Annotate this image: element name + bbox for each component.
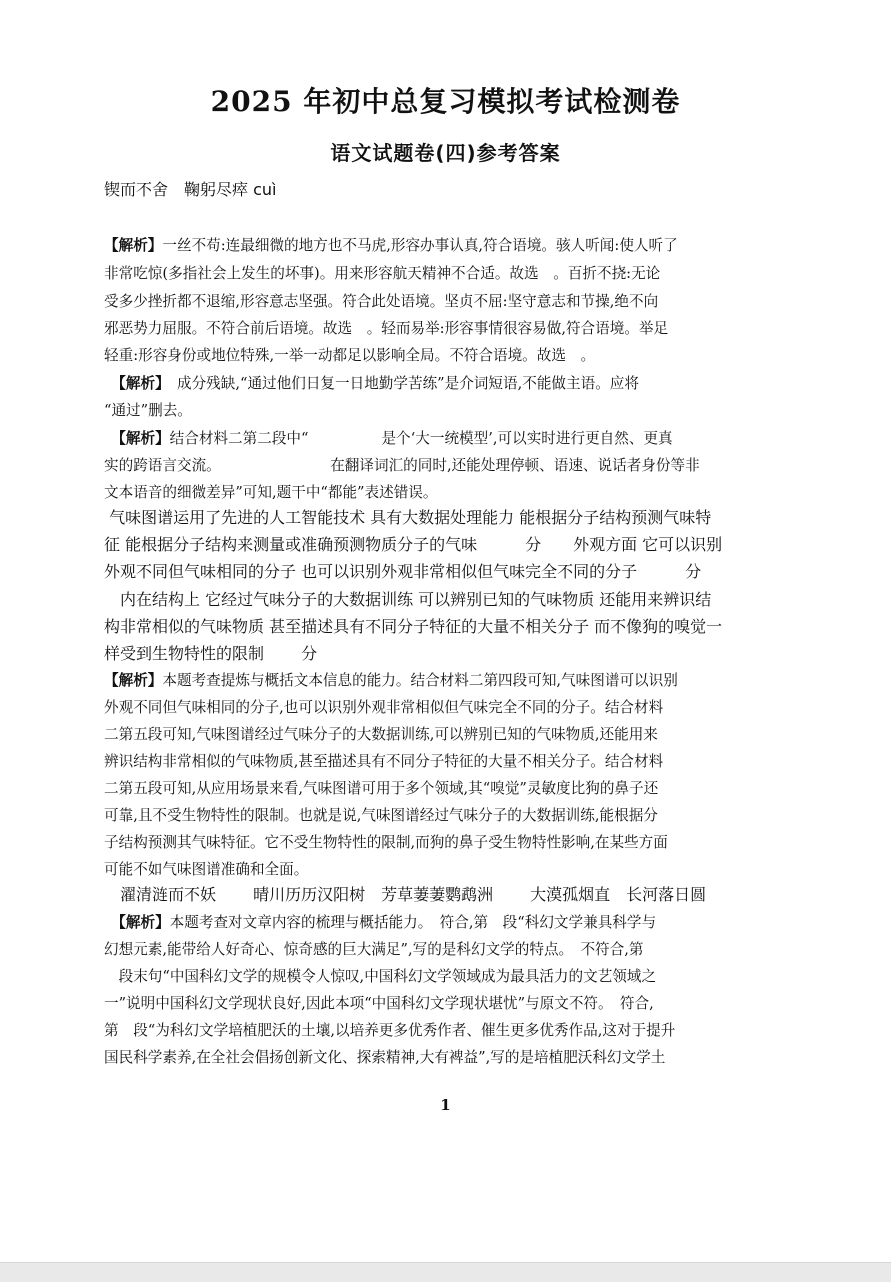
text-line-j1-l4 bbox=[104, 319, 668, 339]
text-line-a1-l5 bbox=[104, 617, 722, 637]
text-line-j2-l1 bbox=[104, 374, 639, 394]
text-line-j4-l4 bbox=[104, 752, 663, 772]
analysis-label: 【解析】 bbox=[104, 672, 163, 689]
text-line-j1-l3 bbox=[104, 292, 658, 312]
text-line-j5-l5 bbox=[104, 1021, 675, 1041]
line-text: 锲而不舍 鞠躬尽瘁 cuì bbox=[104, 180, 277, 199]
line-text: 辨识结构非常相似的气味物质,甚至描述具有不同分子特征的大量不相关分子。结合材料 bbox=[104, 753, 664, 770]
text-line-j3-l1 bbox=[104, 429, 673, 449]
line-text: 构非常相似的气味物质 甚至描述具有不同分子特征的大量不相关分子 而不像狗的嗅觉一 bbox=[104, 617, 723, 636]
text-line-j3-l2 bbox=[104, 456, 700, 476]
line-text: 国民科学素养,在全社会倡扬创新文化、探索精神,大有裨益”,写的是培植肥沃科幻文学土 bbox=[104, 1049, 666, 1066]
text-line-j2-l2 bbox=[104, 401, 192, 421]
text-line-a1-l1 bbox=[104, 508, 711, 528]
line-text: 第 段“为科幻文学培植肥沃的土壤,以培养更多优秀作者、催生更多优秀作品,这对于提升 bbox=[104, 1022, 676, 1039]
line-text: 非常吃惊(多指社会上发生的坏事)。用来形容航天精神不合适。故选 。百折不挠:无论 bbox=[104, 265, 661, 282]
text-line-a1-l6 bbox=[104, 644, 317, 664]
analysis-label: 【解析】 bbox=[104, 375, 163, 392]
text-line-j4-l7 bbox=[104, 833, 668, 853]
text-line-j4-l2 bbox=[104, 698, 663, 718]
line-text: 轻重:形容身份或地位特殊,一举一动都足以影响全局。不符合语境。故选 。 bbox=[104, 347, 596, 364]
page-title: 2025 年初中总复习模拟考试检测卷 bbox=[210, 85, 681, 118]
text-line-j5-l6 bbox=[104, 1048, 665, 1068]
text-line-a2-l1 bbox=[104, 885, 706, 905]
text-line-j4-l1 bbox=[104, 671, 678, 691]
text-line-j4-l3 bbox=[104, 725, 658, 745]
line-text: 子结构预测其气味特征。它不受生物特性的限制,而狗的鼻子受生物特性影响,在某些方面 bbox=[104, 834, 668, 851]
line-text: 结合材料二第二段中“ 是个‘大一统模型’,可以实时进行更自然、更真 bbox=[169, 430, 673, 447]
text-line-a1-l3 bbox=[104, 562, 701, 582]
page-number: 1 bbox=[440, 1096, 451, 1114]
line-text: “通过”删去。 bbox=[104, 402, 192, 419]
line-text: 气味图谱运用了先进的人工智能技术 具有大数据处理能力 能根据分子结构预测气味特 bbox=[104, 508, 712, 527]
text-line-j4-l6 bbox=[104, 806, 658, 826]
text-line-a1-l2 bbox=[104, 535, 722, 555]
line-text: 可能不如气味图谱准确和全面。 bbox=[104, 861, 309, 878]
text-line-q-words bbox=[104, 180, 276, 200]
line-text: 段末句“中国科幻文学的规模令人惊叹,中国科幻文学领域成为最具活力的文艺领域之 bbox=[104, 968, 657, 985]
line-text: 一丝不苟:连最细微的地方也不马虎,形容办事认真,符合语境。骇人听闻:使人听了 bbox=[162, 237, 678, 254]
analysis-label: 【解析】 bbox=[104, 914, 170, 931]
line-text: 一”说明中国科幻文学现状良好,因此本项“中国科幻文学现状堪忧”与原文不符。 符合, bbox=[104, 995, 654, 1012]
line-text: 文本语音的细微差异”可知,题干中“都能”表述错误。 bbox=[104, 484, 438, 501]
line-text: 濯清涟而不妖 晴川历历汉阳树 芳草萋萋鹦鹉洲 大漠孤烟直 长河落日圆 bbox=[104, 885, 707, 904]
text-line-j1-l2 bbox=[104, 264, 660, 284]
line-text: 实的跨语言交流。 在翻译词汇的同时,还能处理停顿、语速、说话者身份等非 bbox=[104, 457, 700, 474]
text-line-j4-l5 bbox=[104, 779, 658, 799]
text-line-j4-l8 bbox=[104, 860, 308, 880]
line-text: 本题考查对文章内容的梳理与概括能力。 符合,第 段“科幻文学兼具科学与 bbox=[169, 914, 657, 931]
text-line-j1-l5 bbox=[104, 346, 595, 366]
text-line-j5-l3 bbox=[104, 967, 656, 987]
line-text: 邪恶势力屈服。不符合前后语境。故选 。轻而易举:形容事情很容易做,符合语境。举足 bbox=[104, 320, 669, 337]
text-line-j5-l4 bbox=[104, 994, 654, 1014]
viewer-bottom-bar bbox=[0, 1262, 891, 1282]
line-text: 内在结构上 它经过气味分子的大数据训练 可以辨别已知的气味物质 还能用来辨识结 bbox=[104, 590, 712, 609]
text-line-j3-l3 bbox=[104, 483, 438, 503]
text-line-a1-l4 bbox=[104, 590, 711, 610]
line-text: 本题考查提炼与概括文本信息的能力。结合材料二第四段可知,气味图谱可以识别 bbox=[162, 672, 678, 689]
text-line-j5-l1 bbox=[104, 913, 656, 933]
line-text: 可靠,且不受生物特性的限制。也就是说,气味图谱经过气味分子的大数据训练,能根据分 bbox=[104, 807, 658, 824]
line-text: 二第五段可知,从应用场景来看,气味图谱可用于多个领域,其“嗅觉”灵敏度比狗的鼻子还 bbox=[104, 780, 659, 797]
line-text: 外观不同但气味相同的分子,也可以识别外观非常相似但气味完全不同的分子。结合材料 bbox=[104, 699, 664, 716]
line-text: 外观不同但气味相同的分子 也可以识别外观非常相似但气味完全不同的分子 分 bbox=[104, 562, 702, 581]
analysis-label: 【解析】 bbox=[104, 430, 170, 447]
line-text: 受多少挫折都不退缩,形容意志坚强。符合此处语境。坚贞不屈:坚守意志和节操,绝不向 bbox=[104, 293, 659, 310]
text-line-j5-l2 bbox=[104, 940, 643, 960]
page-subtitle: 语文试题卷(四)参考答案 bbox=[330, 141, 561, 165]
line-text: 幻想元素,能带给人好奇心、惊奇感的巨大满足”,写的是科幻文学的特点。 不符合,第 bbox=[104, 941, 644, 958]
line-text: 征 能根据分子结构来测量或准确预测物质分子的气味 分 外观方面 它可以识别 bbox=[104, 535, 723, 554]
line-text: 成分残缺,“通过他们日复一日地勤学苦练”是介词短语,不能做主语。应将 bbox=[162, 375, 639, 392]
text-line-j1-l1 bbox=[104, 236, 678, 256]
line-text: 二第五段可知,气味图谱经过气味分子的大数据训练,可以辨别已知的气味物质,还能用来 bbox=[104, 726, 658, 743]
analysis-label: 【解析】 bbox=[104, 237, 163, 254]
line-text: 样受到生物特性的限制 分 bbox=[104, 644, 318, 663]
